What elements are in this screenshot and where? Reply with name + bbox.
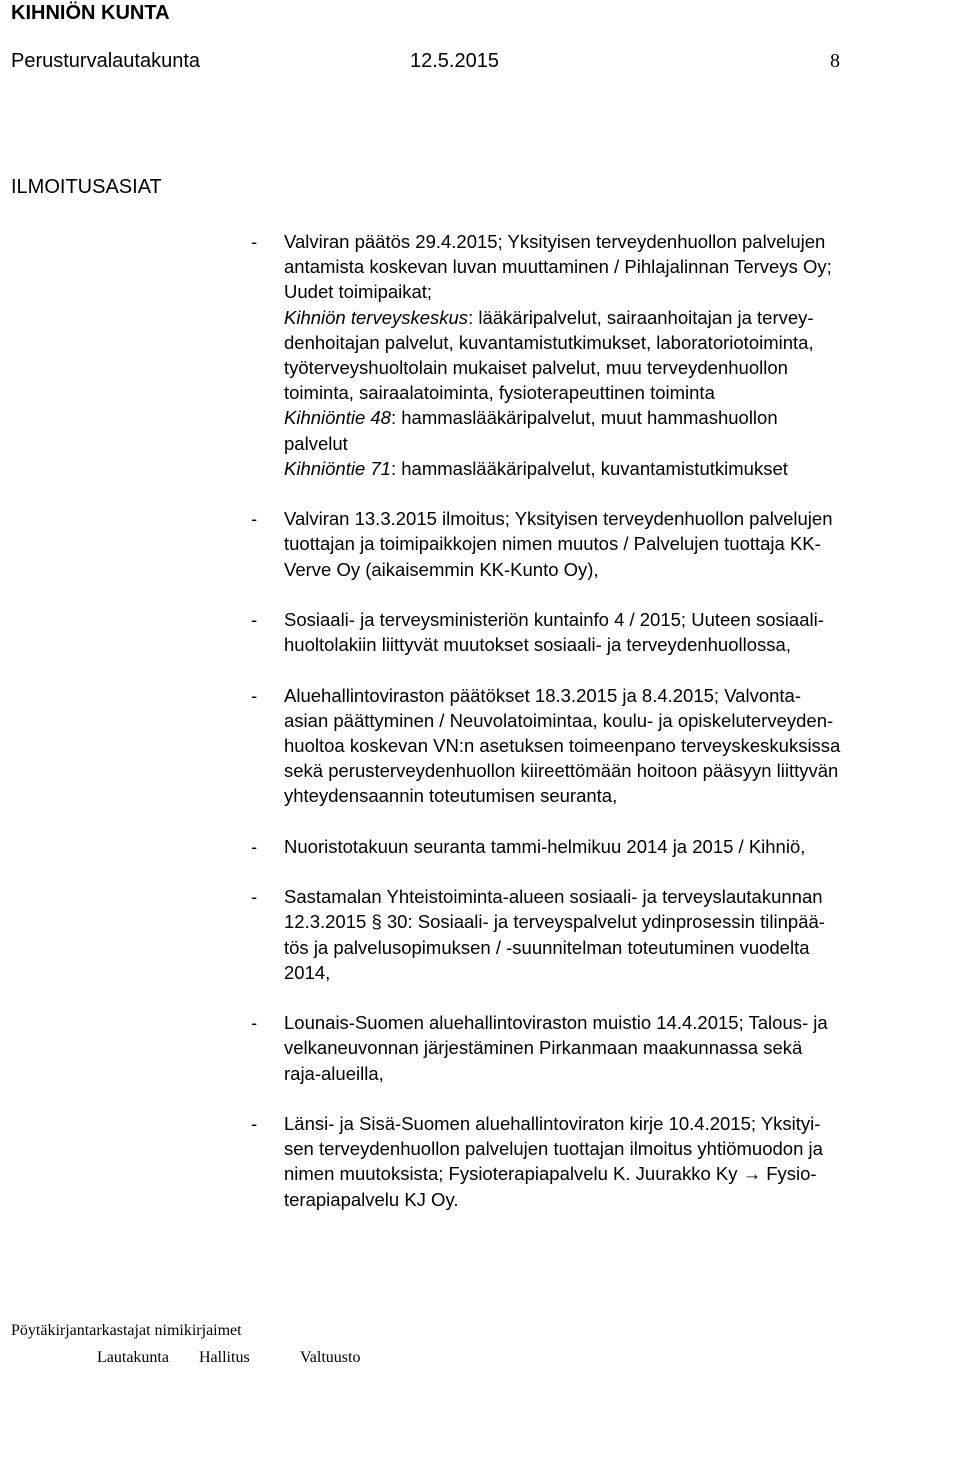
list-item <box>0 1010 940 1086</box>
place-services: : lääkäripalvelut, sairaanhoitajan ja tervey- <box>468 306 814 328</box>
bullet-dash: - <box>251 609 258 631</box>
bullet-dash: - <box>251 1012 258 1034</box>
item-line: huoltolakiin liittyvät muutokset sosiaali- ja terveydenhuollossa, <box>284 634 791 656</box>
item-line: nimen muutoksista; Fysioterapiapalvelu K. Juurakko Ky → Fysio- <box>284 1163 817 1185</box>
item-line: Sastamalan Yhteistoiminta-alueen sosiaali- ja terveyslautakunnan <box>284 886 823 908</box>
item-line <box>284 305 940 330</box>
bullet-dash: - <box>251 835 258 857</box>
item-line: sekä perusterveydenhuollon kiireettömään hoitoon pääsyyn liittyvän <box>284 760 839 782</box>
item-line: velkaneuvonnan järjestäminen Pirkanmaan maakunnassa sekä <box>284 1037 803 1059</box>
item-line: Verve Oy (aikaisemmin KK-Kunto Oy), <box>284 558 599 580</box>
item-line <box>284 405 940 430</box>
item-line: toiminta, sairaalatoiminta, fysioterapeuttinen toiminta <box>284 382 715 404</box>
item-line: raja-alueilla, <box>284 1062 384 1084</box>
organization-name: KIHNIÖN KUNTA <box>11 2 170 24</box>
item-line: 2014, <box>284 961 331 983</box>
bullet-dash: - <box>251 231 258 252</box>
footer-title: Pöytäkirjantarkastajat nimikirjaimet <box>11 1322 242 1339</box>
item-line: sen terveydenhuollon palvelujen tuottajan ilmoitus yhtiömuodon ja <box>284 1138 823 1160</box>
place-name: Kihniön terveyskeskus <box>284 306 469 328</box>
meeting-date: 12.5.2015 <box>410 50 499 72</box>
list-item <box>0 834 940 859</box>
item-line: denhoitajan palvelut, kuvantamistutkimukset, laboratoriotoiminta, <box>284 331 814 353</box>
item-line: Länsi- ja Sisä-Suomen aluehallintoviraton kirje 10.4.2015; Yksityi- <box>284 1113 821 1134</box>
item-line: Valviran päätös 29.4.2015; Yksityisen terveydenhuollon palvelujen <box>284 231 826 252</box>
signer-valtuusto: Valtuusto <box>300 1349 361 1366</box>
list-item <box>0 229 940 481</box>
bullet-dash: - <box>251 508 258 530</box>
item-line: palvelut <box>284 432 348 454</box>
place-name: Kihniöntie 48 <box>284 407 391 429</box>
place-services: : hammaslääkäripalvelut, kuvantamistutkimukset <box>390 457 788 479</box>
item-line: yhteydensaannin toteutumisen seuranta, <box>284 785 618 807</box>
list-item <box>0 1111 940 1212</box>
item-line: työterveyshuoltolain mukaiset palvelut, muu terveydenhuollon <box>284 357 788 379</box>
place-services: : hammaslääkäripalvelut, muut hammashuollon <box>390 407 778 429</box>
item-line: Uudet toimipaikat; <box>284 281 433 303</box>
item-line: tuottajan ja toimipaikkojen nimen muutos / Palvelujen tuottaja KK- <box>284 533 821 555</box>
committee-name: Perusturvalautakunta <box>11 50 201 72</box>
signer-hallitus: Hallitus <box>199 1349 250 1366</box>
list-item <box>0 683 940 809</box>
item-line: terapiapalvelu KJ Oy. <box>284 1188 459 1210</box>
list-item <box>0 884 940 985</box>
section-title: ILMOITUSASIAT <box>11 176 162 198</box>
item-line: huoltoa koskevan VN:n asetuksen toimeenpano terveyskeskuksissa <box>284 735 841 757</box>
item-line: Valviran 13.3.2015 ilmoitus; Yksityisen terveydenhuollon palvelujen <box>284 508 833 530</box>
place-name: Kihniöntie 71 <box>284 457 391 479</box>
list-item <box>0 506 940 582</box>
item-line: Nuoristotakuun seuranta tammi-helmikuu 2014 ja 2015 / Kihniö, <box>284 835 806 857</box>
item-line: Sosiaali- ja terveysministeriön kuntainfo 4 / 2015; Uuteen sosiaali- <box>284 609 824 631</box>
item-line: tös ja palvelusopimuksen / -suunnitelman toteutuminen vuodelta <box>284 936 810 958</box>
item-line: 12.3.2015 § 30: Sosiaali- ja terveyspalvelut ydinprosessin tilinpää- <box>284 911 825 933</box>
list-item <box>0 607 940 657</box>
bullet-dash: - <box>251 684 258 706</box>
signer-lautakunta: Lautakunta <box>97 1349 169 1366</box>
bullet-dash: - <box>251 1113 258 1134</box>
item-line: asian päättyminen / Neuvolatoimintaa, koulu- ja opiskeluterveyden- <box>284 709 834 731</box>
item-line: Aluehallintoviraston päätökset 18.3.2015 ja 8.4.2015; Valvonta- <box>284 684 801 706</box>
item-line: antamista koskevan luvan muuttaminen / Pihlajalinnan Terveys Oy; <box>284 256 832 278</box>
notice-list <box>0 229 960 1237</box>
item-line <box>284 456 940 481</box>
page-number: 8 <box>830 50 840 72</box>
bullet-dash: - <box>251 886 258 908</box>
item-line: Lounais-Suomen aluehallintoviraston muistio 14.4.2015; Talous- ja <box>284 1012 828 1034</box>
